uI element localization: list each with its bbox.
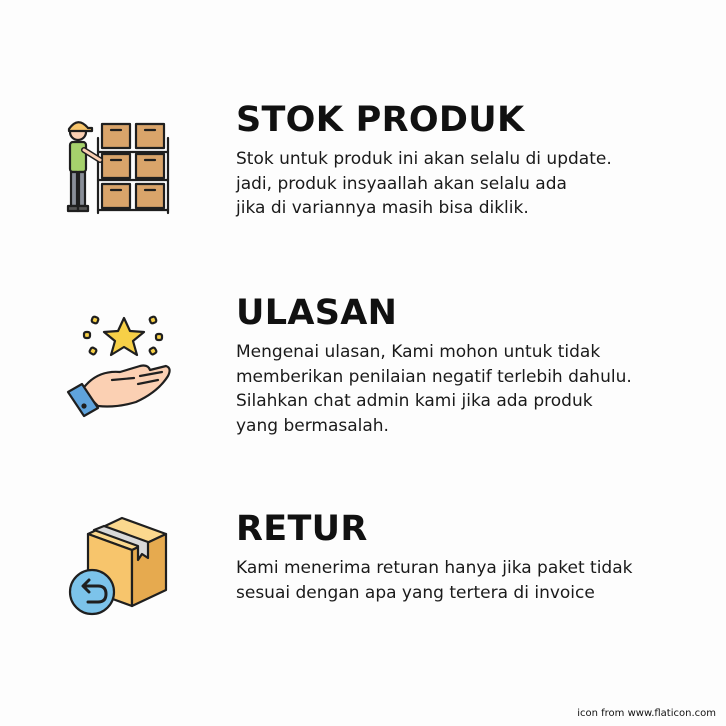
retur-text xyxy=(236,509,706,605)
stok-produk-text xyxy=(236,100,706,221)
ulasan-text xyxy=(236,293,706,438)
section-line: memberikan penilaian negatif terlebih dahulu. xyxy=(236,366,632,387)
section-title: STOK PRODUK xyxy=(236,100,525,140)
section-line: Kami menerima returan hanya jika paket tidak xyxy=(236,558,633,578)
section-line: jadi, produk insyaallah akan selalu ada xyxy=(236,173,567,194)
section-line: Mengenai ulasan, Kami mohon untuk tidak xyxy=(236,342,601,362)
section-title: ULASAN xyxy=(236,293,398,333)
section-title: RETUR xyxy=(236,509,368,549)
section-line: sesuai dengan apa yang tertera di invoice xyxy=(236,582,595,603)
section-line: Stok untuk produk ini akan selalu di update. xyxy=(236,149,612,169)
section-line: Silahkan chat admin kami jika ada produk xyxy=(236,391,593,411)
icon-credit-text: icon from www.flaticon.com xyxy=(577,708,716,719)
box-return-icon xyxy=(62,512,174,624)
section-line: yang bermasalah. xyxy=(236,415,389,436)
hand-star-rating-icon xyxy=(62,310,174,422)
warehouse-worker-shelf-icon xyxy=(62,108,174,220)
section-line: jika di variannya masih bisa diklik. xyxy=(236,198,529,218)
